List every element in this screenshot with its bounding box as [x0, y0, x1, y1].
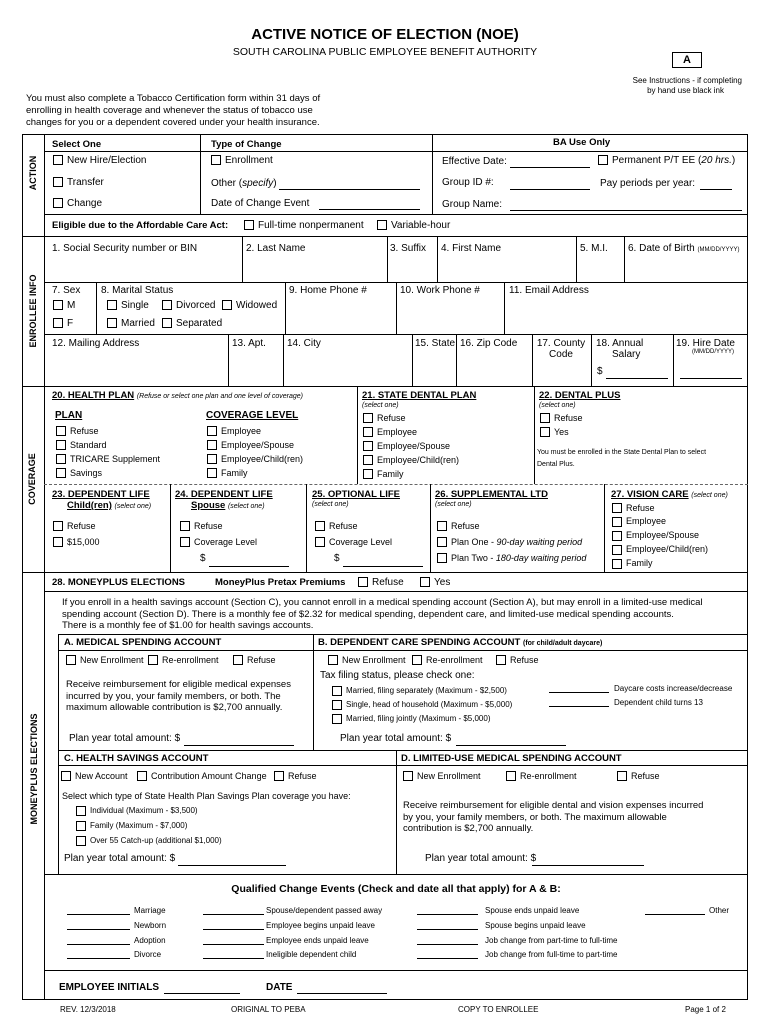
spouse-life-coverage-label: Coverage Level	[194, 537, 258, 547]
spouse-life-amount-field[interactable]	[209, 566, 289, 567]
qce-marriage: Marriage	[134, 906, 166, 915]
tax-married-jointly-checkbox[interactable]	[332, 714, 342, 724]
plan-subheader: PLAN	[55, 410, 83, 421]
dependent-life-children-header: 23. DEPENDENT LIFE Child(ren) (select one)	[52, 489, 152, 511]
coverage-level-subheader: COVERAGE LEVEL	[206, 410, 299, 421]
medical-spending-description: Receive reimbursement for eligible medical expenses incurred by you, your family members, or both. The maximum allowable contribution is $2,700 annually.	[66, 679, 291, 713]
qce-adoption: Adoption	[134, 936, 166, 945]
vision-family-checkbox[interactable]	[612, 559, 622, 569]
optional-life-coverage-label: Coverage Level	[329, 537, 393, 547]
b-new-enrollment-label: New Enrollment	[342, 655, 406, 665]
sex-f-label: F	[67, 318, 74, 329]
copy-to-enrollee: COPY TO ENROLLEE	[458, 1005, 539, 1014]
hsa-coverage-question: Select which type of State Health Plan Savings Plan coverage you have:	[62, 791, 351, 801]
savings-label: Savings	[70, 468, 103, 478]
group-name-field[interactable]	[510, 210, 742, 211]
instructions-line-2: by hand use black ink	[647, 86, 724, 95]
date-label: DATE	[266, 982, 293, 993]
hsa-individual-label: Individual (Maximum - $3,500)	[90, 806, 198, 815]
single-checkbox[interactable]	[107, 300, 117, 310]
sex-m-checkbox[interactable]	[53, 300, 63, 310]
form-subtitle: SOUTH CAROLINA PUBLIC EMPLOYEE BENEFIT AUTHORITY	[232, 46, 538, 58]
d-refuse-checkbox[interactable]	[617, 771, 627, 781]
daycare-change-label: Daycare costs increase/decrease	[614, 684, 733, 693]
health-employee-children-label: Employee/Child(ren)	[221, 454, 304, 464]
pretax-refuse-label: Refuse	[372, 577, 404, 588]
form-title: ACTIVE NOTICE OF ELECTION (NOE)	[251, 26, 519, 43]
standard-label: Standard	[70, 440, 107, 450]
supplemental-ltd-header: 26. SUPPLEMENTAL LTD	[435, 489, 548, 500]
qce-ineligible-child: Ineligible dependent child	[266, 950, 357, 959]
hire-date-format: (MM/DD/YYYY)	[692, 349, 734, 355]
qce-spouse-ends-leave: Spouse ends unpaid leave	[485, 906, 580, 915]
ltd-plan-one-checkbox[interactable]	[437, 537, 447, 547]
health-family-checkbox[interactable]	[207, 468, 217, 478]
first-name-label: 4. First Name	[441, 243, 502, 254]
hsa-family-label: Family (Maximum - $7,000)	[90, 821, 188, 830]
tax-single-label: Single, head of household (Maximum - $5,000)	[346, 700, 513, 709]
c-contrib-change-label: Contribution Amount Change	[151, 771, 267, 781]
moneyplus-intro: If you enroll in a health savings account (Section C), you cannot enroll in a medical spending account (Section A), but may enroll in a limited-use medical spending account (Section D). There is a monthly fee of $2.32 for medical spending, dependent care, and limited-use medical spending accounts. There is a monthly fee of $1.00 for health savings accounts.	[62, 597, 703, 631]
group-id-field[interactable]	[510, 189, 590, 190]
variable-hour-label: Variable-hour	[391, 220, 451, 231]
b-refuse-checkbox[interactable]	[496, 655, 506, 665]
dep-life-refuse-label: Refuse	[67, 521, 96, 531]
a-re-enrollment-label: Re-enrollment	[162, 655, 219, 665]
action-side-label: ACTION	[28, 155, 38, 191]
c-new-account-checkbox[interactable]	[61, 771, 71, 781]
c-refuse-label: Refuse	[288, 771, 317, 781]
a-refuse-checkbox[interactable]	[233, 655, 243, 665]
a-plan-total-field[interactable]	[184, 745, 294, 746]
ltd-refuse-checkbox[interactable]	[437, 521, 447, 531]
date-of-change-label: Date of Change Event	[211, 198, 310, 209]
pay-periods-label: Pay periods per year:	[600, 178, 696, 189]
marital-status-label: 8. Marital Status	[101, 285, 174, 296]
c-refuse-checkbox[interactable]	[274, 771, 284, 781]
b-plan-total-field[interactable]	[456, 745, 566, 746]
separated-label: Separated	[176, 318, 223, 329]
sex-m-label: M	[67, 300, 76, 311]
permanent-label: Permanent P/T EE (20 hrs.)	[612, 155, 736, 166]
annual-salary-label: 18. Annual Salary	[596, 338, 644, 360]
group-id-label: Group ID #:	[442, 177, 494, 188]
qce-passed-away: Spouse/dependent passed away	[266, 906, 383, 915]
permanent-checkbox[interactable]	[598, 155, 608, 165]
dental-family-checkbox[interactable]	[363, 469, 373, 479]
dental-employee-children-checkbox[interactable]	[363, 455, 373, 465]
a-plan-total-label: Plan year total amount: $	[69, 733, 181, 744]
a-refuse-label: Refuse	[247, 655, 276, 665]
other-specify-field[interactable]	[279, 189, 420, 190]
hsa-individual-checkbox[interactable]	[76, 806, 86, 816]
dental-plus-yes-label: Yes	[554, 427, 569, 437]
page-number: Page 1 of 2	[685, 1005, 726, 1014]
work-phone-label: 10. Work Phone #	[400, 285, 480, 296]
optional-life-header: 25. OPTIONAL LIFE	[312, 489, 400, 500]
hsa-catchup-label: Over 55 Catch-up (additional $1,000)	[90, 836, 222, 845]
date-of-change-field[interactable]	[319, 209, 420, 210]
enrollment-checkbox[interactable]	[211, 155, 221, 165]
health-family-label: Family	[221, 468, 248, 478]
new-hire-label: New Hire/Election	[67, 155, 147, 166]
dep-life-refuse-checkbox[interactable]	[53, 521, 63, 531]
optional-life-refuse-checkbox[interactable]	[315, 521, 325, 531]
spouse-life-coverage-checkbox[interactable]	[180, 537, 190, 547]
city-label: 14. City	[287, 338, 321, 349]
aca-label: Eligible due to the Affordable Care Act:	[52, 220, 229, 231]
health-employee-spouse-label: Employee/Spouse	[221, 440, 295, 450]
divorced-label: Divorced	[176, 300, 216, 311]
vision-employee-checkbox[interactable]	[612, 517, 622, 527]
vision-care-header: 27. VISION CARE (select one)	[611, 489, 728, 500]
enrollee-side-label: ENROLLEE INFO	[28, 274, 38, 348]
state-label: 15. State	[415, 338, 456, 349]
limited-use-description: Receive reimbursement for eligible dental and vision expenses incurred by you, your family members, or both. The maximum allowable contribution is $2,700 annually.	[403, 800, 704, 834]
d-new-enrollment-checkbox[interactable]	[403, 771, 413, 781]
select-one-header: Select One	[52, 139, 102, 150]
optional-life-refuse-label: Refuse	[329, 521, 358, 531]
pretax-refuse-checkbox[interactable]	[358, 577, 368, 587]
health-employee-label: Employee	[221, 426, 262, 436]
child-13-label: Dependent child turns 13	[614, 698, 703, 707]
d-plan-total-label: Plan year total amount: $	[425, 853, 537, 864]
qce-spouse-begins-leave: Spouse begins unpaid leave	[485, 921, 586, 930]
hire-date-label: 19. Hire Date	[676, 338, 735, 349]
ltd-refuse-label: Refuse	[451, 521, 480, 531]
vision-family-label: Family	[626, 558, 653, 568]
d-new-enrollment-label: New Enrollment	[417, 771, 481, 781]
moneyplus-side-label: MONEYPLUS ELECTIONS	[29, 713, 39, 825]
county-code-label: 17. County Code	[536, 338, 586, 360]
qce-divorce: Divorce	[134, 950, 162, 959]
b-re-enrollment-checkbox[interactable]	[412, 655, 422, 665]
vision-employee-children-checkbox[interactable]	[612, 545, 622, 555]
ltd-plan-two-label: Plan Two - 180-day waiting period	[451, 553, 587, 563]
type-of-change-header: Type of Change	[211, 139, 282, 150]
c-new-account-label: New Account	[75, 771, 128, 781]
qce-header: Qualified Change Events (Check and date all that apply) for A & B:	[231, 883, 561, 895]
qce-pt-to-ft: Job change from part-time to full-time	[485, 936, 618, 945]
dental-family-label: Family	[377, 469, 404, 479]
tax-married-jointly-label: Married, filing jointly (Maximum - $5,000)	[346, 714, 491, 723]
variable-hour-checkbox[interactable]	[377, 220, 387, 230]
married-checkbox[interactable]	[107, 318, 117, 328]
employee-initials-label: EMPLOYEE INITIALS	[59, 982, 160, 993]
b-new-enrollment-checkbox[interactable]	[328, 655, 338, 665]
vision-employee-spouse-checkbox[interactable]	[612, 531, 622, 541]
ltd-plan-two-checkbox[interactable]	[437, 553, 447, 563]
change-checkbox[interactable]	[53, 198, 63, 208]
single-label: Single	[121, 300, 149, 311]
c-plan-total-label: Plan year total amount: $	[64, 853, 176, 864]
c-plan-total-field[interactable]	[178, 865, 286, 866]
medical-spending-header: A. MEDICAL SPENDING ACCOUNT	[64, 637, 222, 648]
other-specify-label: Other (specify)	[211, 178, 277, 189]
dental-employee-spouse-label: Employee/Spouse	[377, 441, 451, 451]
qce-newborn: Newborn	[134, 921, 167, 930]
form-letter-box: A	[672, 52, 702, 68]
suffix-label: 3. Suffix	[390, 243, 426, 254]
vision-employee-label: Employee	[626, 516, 667, 526]
b-plan-total-label: Plan year total amount: $	[340, 733, 452, 744]
coverage-side-label: COVERAGE	[27, 453, 37, 505]
tax-single-checkbox[interactable]	[332, 700, 342, 710]
group-name-label: Group Name:	[442, 199, 503, 210]
hire-date-field[interactable]	[680, 378, 742, 379]
qce-emp-ends-leave: Employee ends unpaid leave	[266, 936, 369, 945]
c-contrib-change-checkbox[interactable]	[137, 771, 147, 781]
spouse-life-refuse-label: Refuse	[194, 521, 223, 531]
separated-checkbox[interactable]	[162, 318, 172, 328]
optional-life-dollar: $	[334, 553, 340, 564]
ssn-label: 1. Social Security number or BIN	[52, 243, 198, 254]
date-field[interactable]	[297, 993, 387, 994]
full-time-nonpermanent-checkbox[interactable]	[244, 220, 254, 230]
b-re-enrollment-label: Re-enrollment	[426, 655, 483, 665]
zip-label: 16. Zip Code	[460, 338, 518, 349]
widowed-checkbox[interactable]	[222, 300, 232, 310]
vision-refuse-label: Refuse	[626, 503, 655, 513]
divorced-checkbox[interactable]	[162, 300, 172, 310]
qce-ft-to-pt: Job change from full-time to part-time	[485, 950, 618, 959]
dental-plus-refuse-label: Refuse	[554, 413, 583, 423]
pretax-premiums-label: MoneyPlus Pretax Premiums	[215, 577, 346, 588]
dob-label: 6. Date of Birth (MM/DD/YYYY)	[628, 243, 740, 254]
spouse-life-refuse-checkbox[interactable]	[180, 521, 190, 531]
pretax-yes-label: Yes	[434, 577, 451, 588]
dental-plan-header: 21. STATE DENTAL PLAN	[362, 390, 477, 401]
health-employee-children-checkbox[interactable]	[207, 454, 217, 464]
original-to-peba: ORIGINAL TO PEBA	[231, 1005, 306, 1014]
d-plan-total-field[interactable]	[532, 865, 644, 866]
last-name-label: 2. Last Name	[246, 243, 306, 254]
salary-field[interactable]	[606, 378, 668, 379]
dental-employee-label: Employee	[377, 427, 418, 437]
optional-life-amount-field[interactable]	[343, 566, 423, 567]
dental-refuse-label: Refuse	[377, 413, 406, 423]
optional-life-select-one: (select one)	[312, 501, 349, 508]
health-employee-checkbox[interactable]	[207, 426, 217, 436]
health-refuse-label: Refuse	[70, 426, 99, 436]
hsa-catchup-checkbox[interactable]	[76, 836, 86, 846]
tax-married-separately-checkbox[interactable]	[332, 686, 342, 696]
pretax-yes-checkbox[interactable]	[420, 577, 430, 587]
enrollment-label: Enrollment	[225, 155, 273, 166]
tobacco-note: You must also complete a Tobacco Certification form within 31 days of enrolling in health coverage and whenever the status of tobacco use changes for you or a dependent covered under your health insurance.	[26, 93, 321, 128]
health-employee-spouse-checkbox[interactable]	[207, 440, 217, 450]
dependent-care-header: B. DEPENDENT CARE SPENDING ACCOUNT (for child/adult daycare)	[318, 637, 603, 648]
pay-periods-field[interactable]	[700, 189, 732, 190]
widowed-label: Widowed	[236, 300, 278, 311]
optional-life-coverage-checkbox[interactable]	[315, 537, 325, 547]
tax-filing-status-label: Tax filing status, please check one:	[320, 670, 475, 681]
new-hire-checkbox[interactable]	[53, 155, 63, 165]
dep-life-15000-label: $15,000	[67, 537, 100, 547]
dental-plus-select-one: (select one)	[539, 402, 576, 409]
tax-married-separately-label: Married, filing separately (Maximum - $2,500)	[346, 686, 507, 695]
child-13-date-field[interactable]	[549, 706, 609, 707]
sex-f-checkbox[interactable]	[53, 318, 63, 328]
side-column-divider	[44, 134, 45, 1000]
savings-checkbox[interactable]	[56, 468, 66, 478]
a-new-enrollment-checkbox[interactable]	[66, 655, 76, 665]
health-savings-header: C. HEALTH SAVINGS ACCOUNT	[64, 753, 209, 764]
daycare-change-date-field[interactable]	[549, 692, 609, 693]
a-re-enrollment-checkbox[interactable]	[148, 655, 158, 665]
instructions-line-1: See Instructions - if completing	[632, 76, 742, 85]
change-label: Change	[67, 198, 103, 209]
tricare-checkbox[interactable]	[56, 454, 66, 464]
dental-refuse-checkbox[interactable]	[363, 413, 373, 423]
full-time-nonpermanent-label: Full-time nonpermanent	[258, 220, 364, 231]
employee-initials-field[interactable]	[164, 993, 240, 994]
salary-dollar: $	[597, 366, 603, 377]
health-plan-header: 20. HEALTH PLAN (Refuse or select one plan and one level of coverage)	[52, 390, 303, 401]
dental-plus-yes-checkbox[interactable]	[540, 427, 550, 437]
transfer-checkbox[interactable]	[53, 177, 63, 187]
d-re-enrollment-label: Re-enrollment	[520, 771, 577, 781]
d-re-enrollment-checkbox[interactable]	[506, 771, 516, 781]
dental-plus-note: You must be enrolled in the State Dental Plan to select Dental Plus.	[537, 449, 707, 468]
sex-label: 7. Sex	[52, 285, 81, 296]
dental-plus-refuse-checkbox[interactable]	[540, 413, 550, 423]
d-refuse-label: Refuse	[631, 771, 660, 781]
effective-date-label: Effective Date:	[442, 156, 507, 167]
transfer-label: Transfer	[67, 177, 104, 188]
qce-other: Other	[709, 906, 730, 915]
hsa-family-checkbox[interactable]	[76, 821, 86, 831]
health-refuse-checkbox[interactable]	[56, 426, 66, 436]
ba-use-only-header: BA Use Only	[553, 137, 611, 148]
dental-employee-spouse-checkbox[interactable]	[363, 441, 373, 451]
married-label: Married	[121, 318, 155, 329]
vision-employee-children-label: Employee/Child(ren)	[626, 544, 709, 554]
a-new-enrollment-label: New Enrollment	[80, 655, 144, 665]
mailing-address-label: 12. Mailing Address	[52, 338, 140, 349]
vision-refuse-checkbox[interactable]	[612, 503, 622, 513]
qce-emp-begins-leave: Employee begins unpaid leave	[266, 921, 375, 930]
effective-date-field[interactable]	[510, 167, 590, 168]
dental-plus-header: 22. DENTAL PLUS	[539, 390, 621, 401]
vision-employee-spouse-label: Employee/Spouse	[626, 530, 700, 540]
b-refuse-label: Refuse	[510, 655, 539, 665]
dep-life-15000-checkbox[interactable]	[53, 537, 63, 547]
moneyplus-header: 28. MONEYPLUS ELECTIONS	[52, 577, 186, 588]
revision: REV. 12/3/2018	[60, 1005, 116, 1014]
spouse-life-dollar: $	[200, 553, 206, 564]
email-label: 11. Email Address	[509, 285, 589, 296]
tricare-label: TRICARE Supplement	[70, 454, 161, 464]
home-phone-label: 9. Home Phone #	[289, 285, 367, 296]
dental-select-one: (select one)	[362, 402, 399, 409]
ltd-select-one: (select one)	[435, 501, 472, 508]
limited-use-header: D. LIMITED-USE MEDICAL SPENDING ACCOUNT	[401, 753, 622, 764]
standard-checkbox[interactable]	[56, 440, 66, 450]
dental-employee-checkbox[interactable]	[363, 427, 373, 437]
mi-label: 5. M.I.	[580, 243, 608, 254]
dental-employee-children-label: Employee/Child(ren)	[377, 455, 460, 465]
apt-label: 13. Apt.	[232, 338, 266, 349]
ltd-plan-one-label: Plan One - 90-day waiting period	[451, 537, 583, 547]
dependent-life-spouse-header: 24. DEPENDENT LIFE Spouse (select one)	[175, 489, 273, 511]
